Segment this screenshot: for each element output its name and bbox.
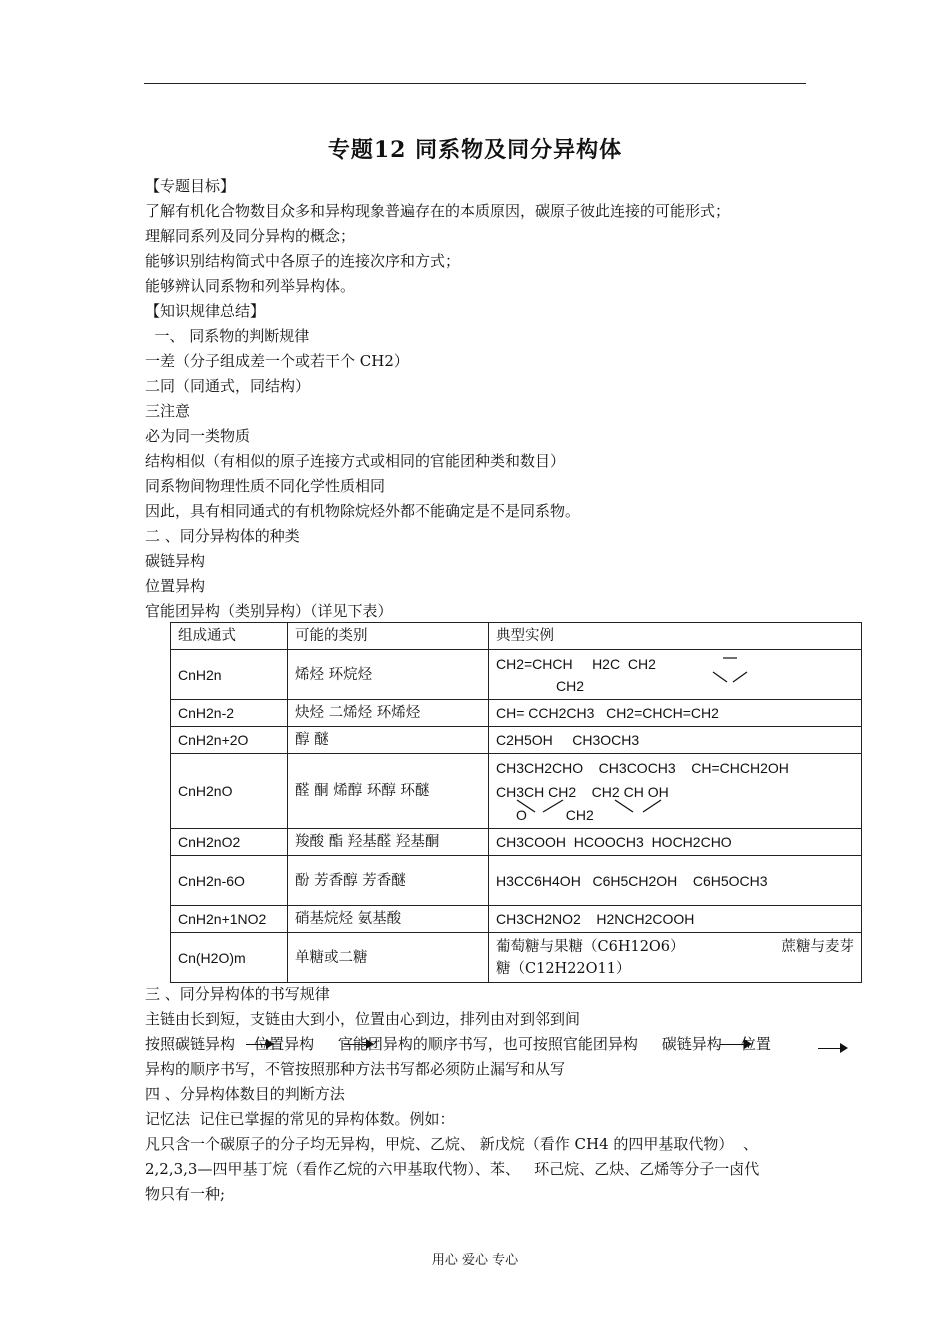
text-line: 官能团异构（类别异构）（详见下表） — [145, 602, 393, 620]
example-line: CH2=CHCH H2C CH2 — [496, 655, 656, 672]
arrow-icon — [344, 1044, 372, 1045]
formula-cell: CnH2n+1NO2 — [171, 906, 288, 933]
formula-cell: Cn(H2O)m — [171, 933, 288, 983]
text-line: 理解同系列及同分异构的概念； — [145, 227, 356, 245]
page-footer: 用心 爱心 专心 — [431, 1253, 519, 1268]
example-cell: CH3CH2NO2 H2NCH2COOH — [489, 906, 862, 933]
example-cell: C2H5OH CH3OCH3 — [489, 727, 862, 754]
table-header-cell: 可能的类别 — [288, 623, 489, 650]
text-line: 碳链异构 — [145, 552, 206, 570]
class-cell: 醛 酮 烯醇 环醇 环醚 — [288, 754, 489, 829]
text-line: 结构相似（有相似的原子连接方式或相同的官能团种类和数目） — [145, 452, 566, 470]
class-cell: 单糖或二糖 — [288, 933, 489, 983]
text-line: 凡只含一个碳原子的分子均无异构，甲烷、乙烷、 新戊烷（看作 CH4 的四甲基取代物） 、 — [145, 1135, 758, 1153]
example-text: 葡萄糖与果糖（C6H12O6） — [496, 938, 685, 955]
example-line: O CH2 — [516, 807, 594, 823]
text-line: 2,2,3,3—四甲基丁烷（看作乙烷的六甲基取代物）、苯、 环己烷、乙炔、乙烯等分子一卤代 — [145, 1160, 760, 1178]
table-row — [171, 829, 862, 856]
text-line: 主链由长到短，支链由大到小，位置由心到边，排列由对到邻到间 — [145, 1010, 581, 1028]
table-row — [171, 727, 862, 754]
formula-cell: CnH2n — [171, 650, 288, 700]
text-line: 因此，具有相同通式的有机物除烷烃外都不能确定是不是同系物。 — [145, 502, 581, 520]
table-row — [171, 933, 862, 983]
arrow-icon — [246, 1044, 272, 1045]
arrow-icon — [818, 1048, 846, 1049]
table-row — [171, 856, 862, 906]
example-cell — [489, 933, 862, 983]
section-heading-summary: 【知识规律总结】 — [145, 302, 266, 320]
class-cell: 硝基烷烃 氨基酸 — [288, 906, 489, 933]
class-cell: 醇 醚 — [288, 727, 489, 754]
text-line: 三注意 — [145, 402, 191, 420]
example-line: 糖（C12H22O11） — [496, 960, 631, 977]
table-row — [171, 754, 862, 829]
subsection-heading: 三 、同分异构体的书写规律 — [145, 985, 330, 1003]
text-line: 一差（分子组成差一个或若干个 CH2） — [145, 352, 409, 370]
header-rule — [144, 83, 806, 84]
class-cell: 羧酸 酯 羟基醛 羟基酮 — [288, 829, 489, 856]
example-line: CH3CH2CHO CH3COCH3 CH=CHCH2OH — [496, 760, 789, 776]
text-line: 记忆法 记住已掌握的常见的异构体数。例如： — [145, 1110, 455, 1128]
text-line: 能够识别结构简式中各原子的连接次序和方式； — [145, 252, 461, 270]
ring-bond-mark — [719, 656, 759, 686]
text-line: 位置异构 — [145, 577, 206, 595]
table-header-cell: 典型实例 — [489, 623, 862, 650]
example-cell — [489, 650, 862, 700]
example-cell: CH= CCH2CH3 CH2=CHCH=CH2 — [489, 700, 862, 727]
example-cell: H3CC6H4OH C6H5CH2OH C6H5OCH3 — [489, 856, 862, 906]
subsection-heading: 二 、同分异构体的种类 — [145, 527, 300, 545]
example-line: CH2 — [556, 677, 585, 694]
formula-cell: CnH2nO2 — [171, 829, 288, 856]
table-row — [171, 700, 862, 727]
table-row — [171, 650, 862, 700]
example-text: 蔗糖与麦芽 — [781, 938, 854, 955]
section-heading-goals: 【专题目标】 — [145, 177, 236, 195]
class-cell: 烯烃 环烷烃 — [288, 650, 489, 700]
text-line: 必为同一类物质 — [145, 427, 251, 445]
formula-cell: CnH2nO — [171, 754, 288, 829]
table-row — [171, 906, 862, 933]
formula-cell: CnH2n-2 — [171, 700, 288, 727]
arrow-icon — [720, 1044, 750, 1045]
table-header-row — [171, 623, 862, 650]
text-line: 二同（同通式，同结构） — [145, 377, 311, 395]
isomer-table — [170, 622, 862, 983]
text-line: 了解有机化合物数目众多和异构现象普遍存在的本质原因，碳原子彼此连接的可能形式； — [145, 202, 731, 220]
text-line: 同系物间物理性质不同化学性质相同 — [145, 477, 386, 495]
class-cell: 炔烃 二烯烃 环烯烃 — [288, 700, 489, 727]
subsection-heading: 四 、分异构体数目的判断方法 — [145, 1085, 345, 1103]
text-line: 物只有一种; — [145, 1185, 226, 1203]
text-line: 能够辨认同系物和列举异构体。 — [145, 277, 356, 295]
example-cell — [489, 754, 862, 829]
example-cell: CH3COOH HCOOCH3 HOCH2CHO — [489, 829, 862, 856]
example-line: CH3CH CH2 CH2 CH OH — [496, 784, 669, 800]
formula-cell: CnH2n-6O — [171, 856, 288, 906]
table-header-cell: 组成通式 — [171, 623, 288, 650]
ring-bond-mark — [517, 798, 677, 818]
page-title: 专题12 同系物及同分异构体 — [327, 137, 623, 163]
text-line: 按照碳链异构 位置异构 官能团异构的顺序书写，也可按照官能团异构 碳链异构 位置 — [145, 1035, 771, 1053]
subsection-heading: 一、 同系物的判断规律 — [145, 327, 310, 345]
text-line: 异构的顺序书写，不管按照那种方法书写都必须防止漏写和从写 — [145, 1060, 566, 1078]
example-line — [496, 936, 854, 958]
class-cell: 酚 芳香醇 芳香醚 — [288, 856, 489, 906]
formula-cell: CnH2n+2O — [171, 727, 288, 754]
